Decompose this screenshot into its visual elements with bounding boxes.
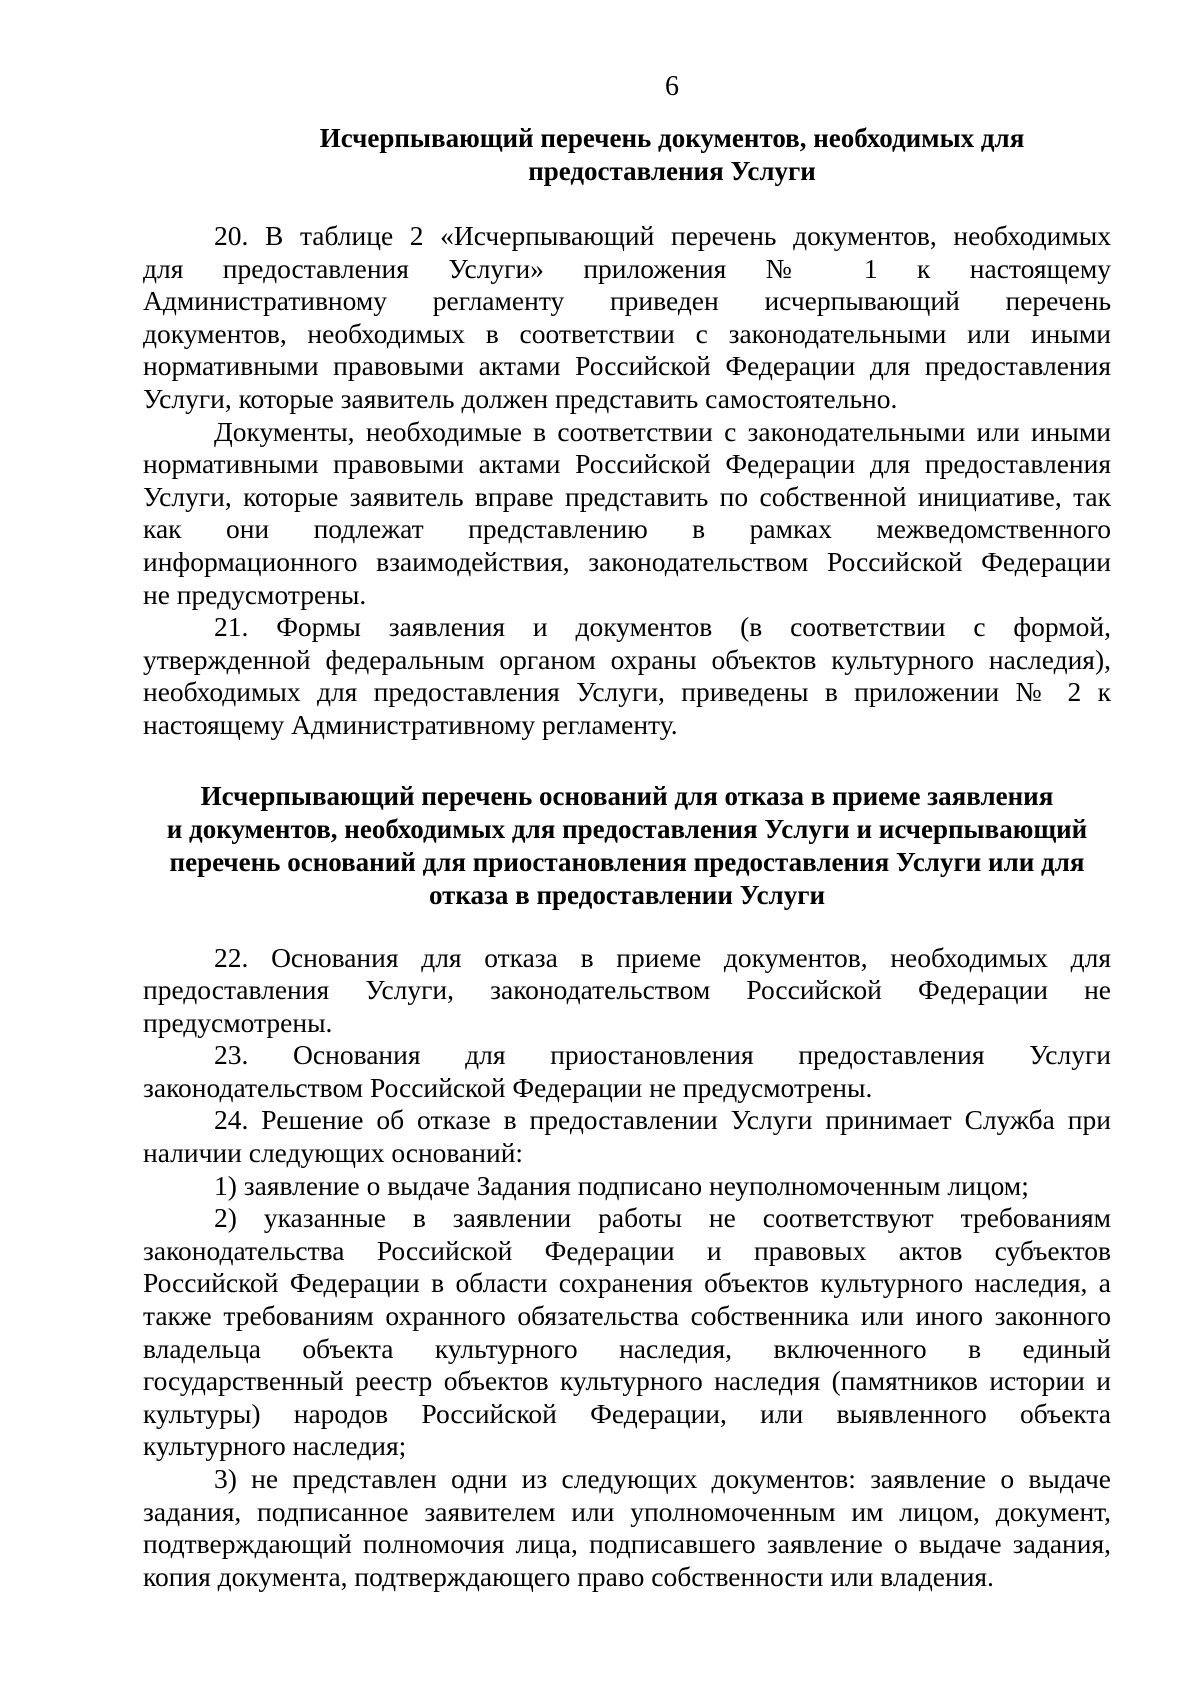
text-line: Российской Федерации в области сохранения объектов культурного наследия, а (143, 1267, 1111, 1299)
paragraph-24-item-3 (143, 1463, 1111, 1593)
text-line: 24. Решение об отказе в предоставлении Услуги принимает Служба при (214, 1104, 1111, 1136)
text-line: документов, необходимых в соответствии с законодательными или иными (143, 317, 1111, 349)
text-line: подтверждающий полномочия лица, подписавшего заявление о выдаче задания, (143, 1528, 1111, 1560)
heading-line: Исчерпывающий перечень оснований для отказа в приеме заявления (200, 780, 1054, 811)
text-line: информационного взаимодействия, законодательством Российской Федерации (143, 545, 1111, 577)
text-line: копия документа, подтверждающего право собственности или владения. (143, 1560, 994, 1592)
text-line: культурного наследия; (143, 1430, 407, 1462)
text-line: владельца объекта культурного наследия, включенного в единый (143, 1332, 1111, 1364)
text-line: Услуги, которые заявитель должен представить самостоятельно. (143, 382, 898, 414)
text-line: 3) не представлен одни из следующих документов: заявление о выдаче (214, 1463, 1111, 1494)
paragraph-22 (143, 942, 1111, 1040)
text-line: необходимых для предоставления Услуги, приведены в приложении № 2 к (143, 676, 1111, 708)
text-line: утвержденной федеральным органом охраны объектов культурного наследия), (143, 643, 1111, 675)
document-page (143, 70, 1111, 1593)
text-line: 1) заявление о выдаче Задания подписано неуполномоченным лицом; (214, 1169, 1029, 1201)
text-line: наличии следующих оснований: (143, 1137, 524, 1169)
text-line: 23. Основания для приостановления предоставления Услуги (214, 1039, 1111, 1071)
heading-line: предоставления Услуги (528, 156, 816, 186)
text-line: 2) указанные в заявлении работы не соответствуют требованиям (214, 1202, 1111, 1234)
text-line: государственный реестр объектов культурного наследия (памятников истории и (143, 1365, 1111, 1397)
text-line: предоставления Услуги, законодательством Российской Федерации не (143, 974, 1111, 1006)
text-line: также требованиям охранного обязательства собственника или иного законного (143, 1300, 1111, 1332)
text-line: 20. В таблице 2 «Исчерпывающий перечень документов, необходимых (214, 220, 1111, 251)
section-heading-documents (143, 122, 1111, 188)
text-line: задания, подписанное заявителем или уполномоченным им лицом, документ, (143, 1495, 1111, 1527)
text-line: культуры) народов Российской Федерации, или выявленного объекта (143, 1397, 1111, 1429)
text-line: настоящему Административному регламенту. (143, 708, 678, 740)
text-line: нормативными правовыми актами Российской Федерации для предоставления (143, 448, 1111, 480)
text-line: для предоставления Услуги» приложения № 1 к настоящему (143, 252, 1111, 284)
paragraph-20 (143, 220, 1111, 416)
text-line: Административному регламенту приведен исчерпывающий перечень (143, 285, 1111, 317)
text-line: 21. Формы заявления и документов (в соответствии с формой, (214, 611, 1111, 643)
text-line: предусмотрены. (143, 1006, 333, 1038)
heading-line: и документов, необходимых для предоставления Услуги и исчерпывающий (166, 813, 1088, 844)
text-line: Услуги, которые заявитель вправе представить по собственной инициативе, так (143, 480, 1111, 512)
text-line: как они подлежат представлению в рамках межведомственного (143, 513, 1111, 545)
page-number: 6 (665, 71, 679, 102)
text-line: законодательством Российской Федерации не предусмотрены. (143, 1071, 873, 1103)
paragraph-24 (143, 1104, 1111, 1169)
heading-line: Исчерпывающий перечень документов, необходимых для (319, 123, 1025, 153)
text-line: не предусмотрены. (143, 578, 367, 610)
text-line: нормативными правовыми актами Российской Федерации для предоставления (143, 350, 1111, 382)
paragraph-23 (143, 1039, 1111, 1104)
paragraph-24-item-1 (143, 1170, 1111, 1203)
text-line: законодательства Российской Федерации и правовых актов субъектов (143, 1234, 1111, 1266)
heading-line: перечень оснований для приостановления предоставления Услуги или для (169, 846, 1085, 877)
paragraph-20-documents (143, 416, 1111, 612)
paragraph-21 (143, 611, 1111, 741)
text-line: 22. Основания для отказа в приеме документов, необходимых для (214, 941, 1111, 973)
paragraph-24-item-2 (143, 1202, 1111, 1463)
text-line: Документы, необходимые в соответствии с законодательными или иными (214, 415, 1111, 447)
section-heading-refusal-grounds (143, 780, 1111, 912)
heading-line: отказа в предоставлении Услуги (428, 879, 826, 910)
